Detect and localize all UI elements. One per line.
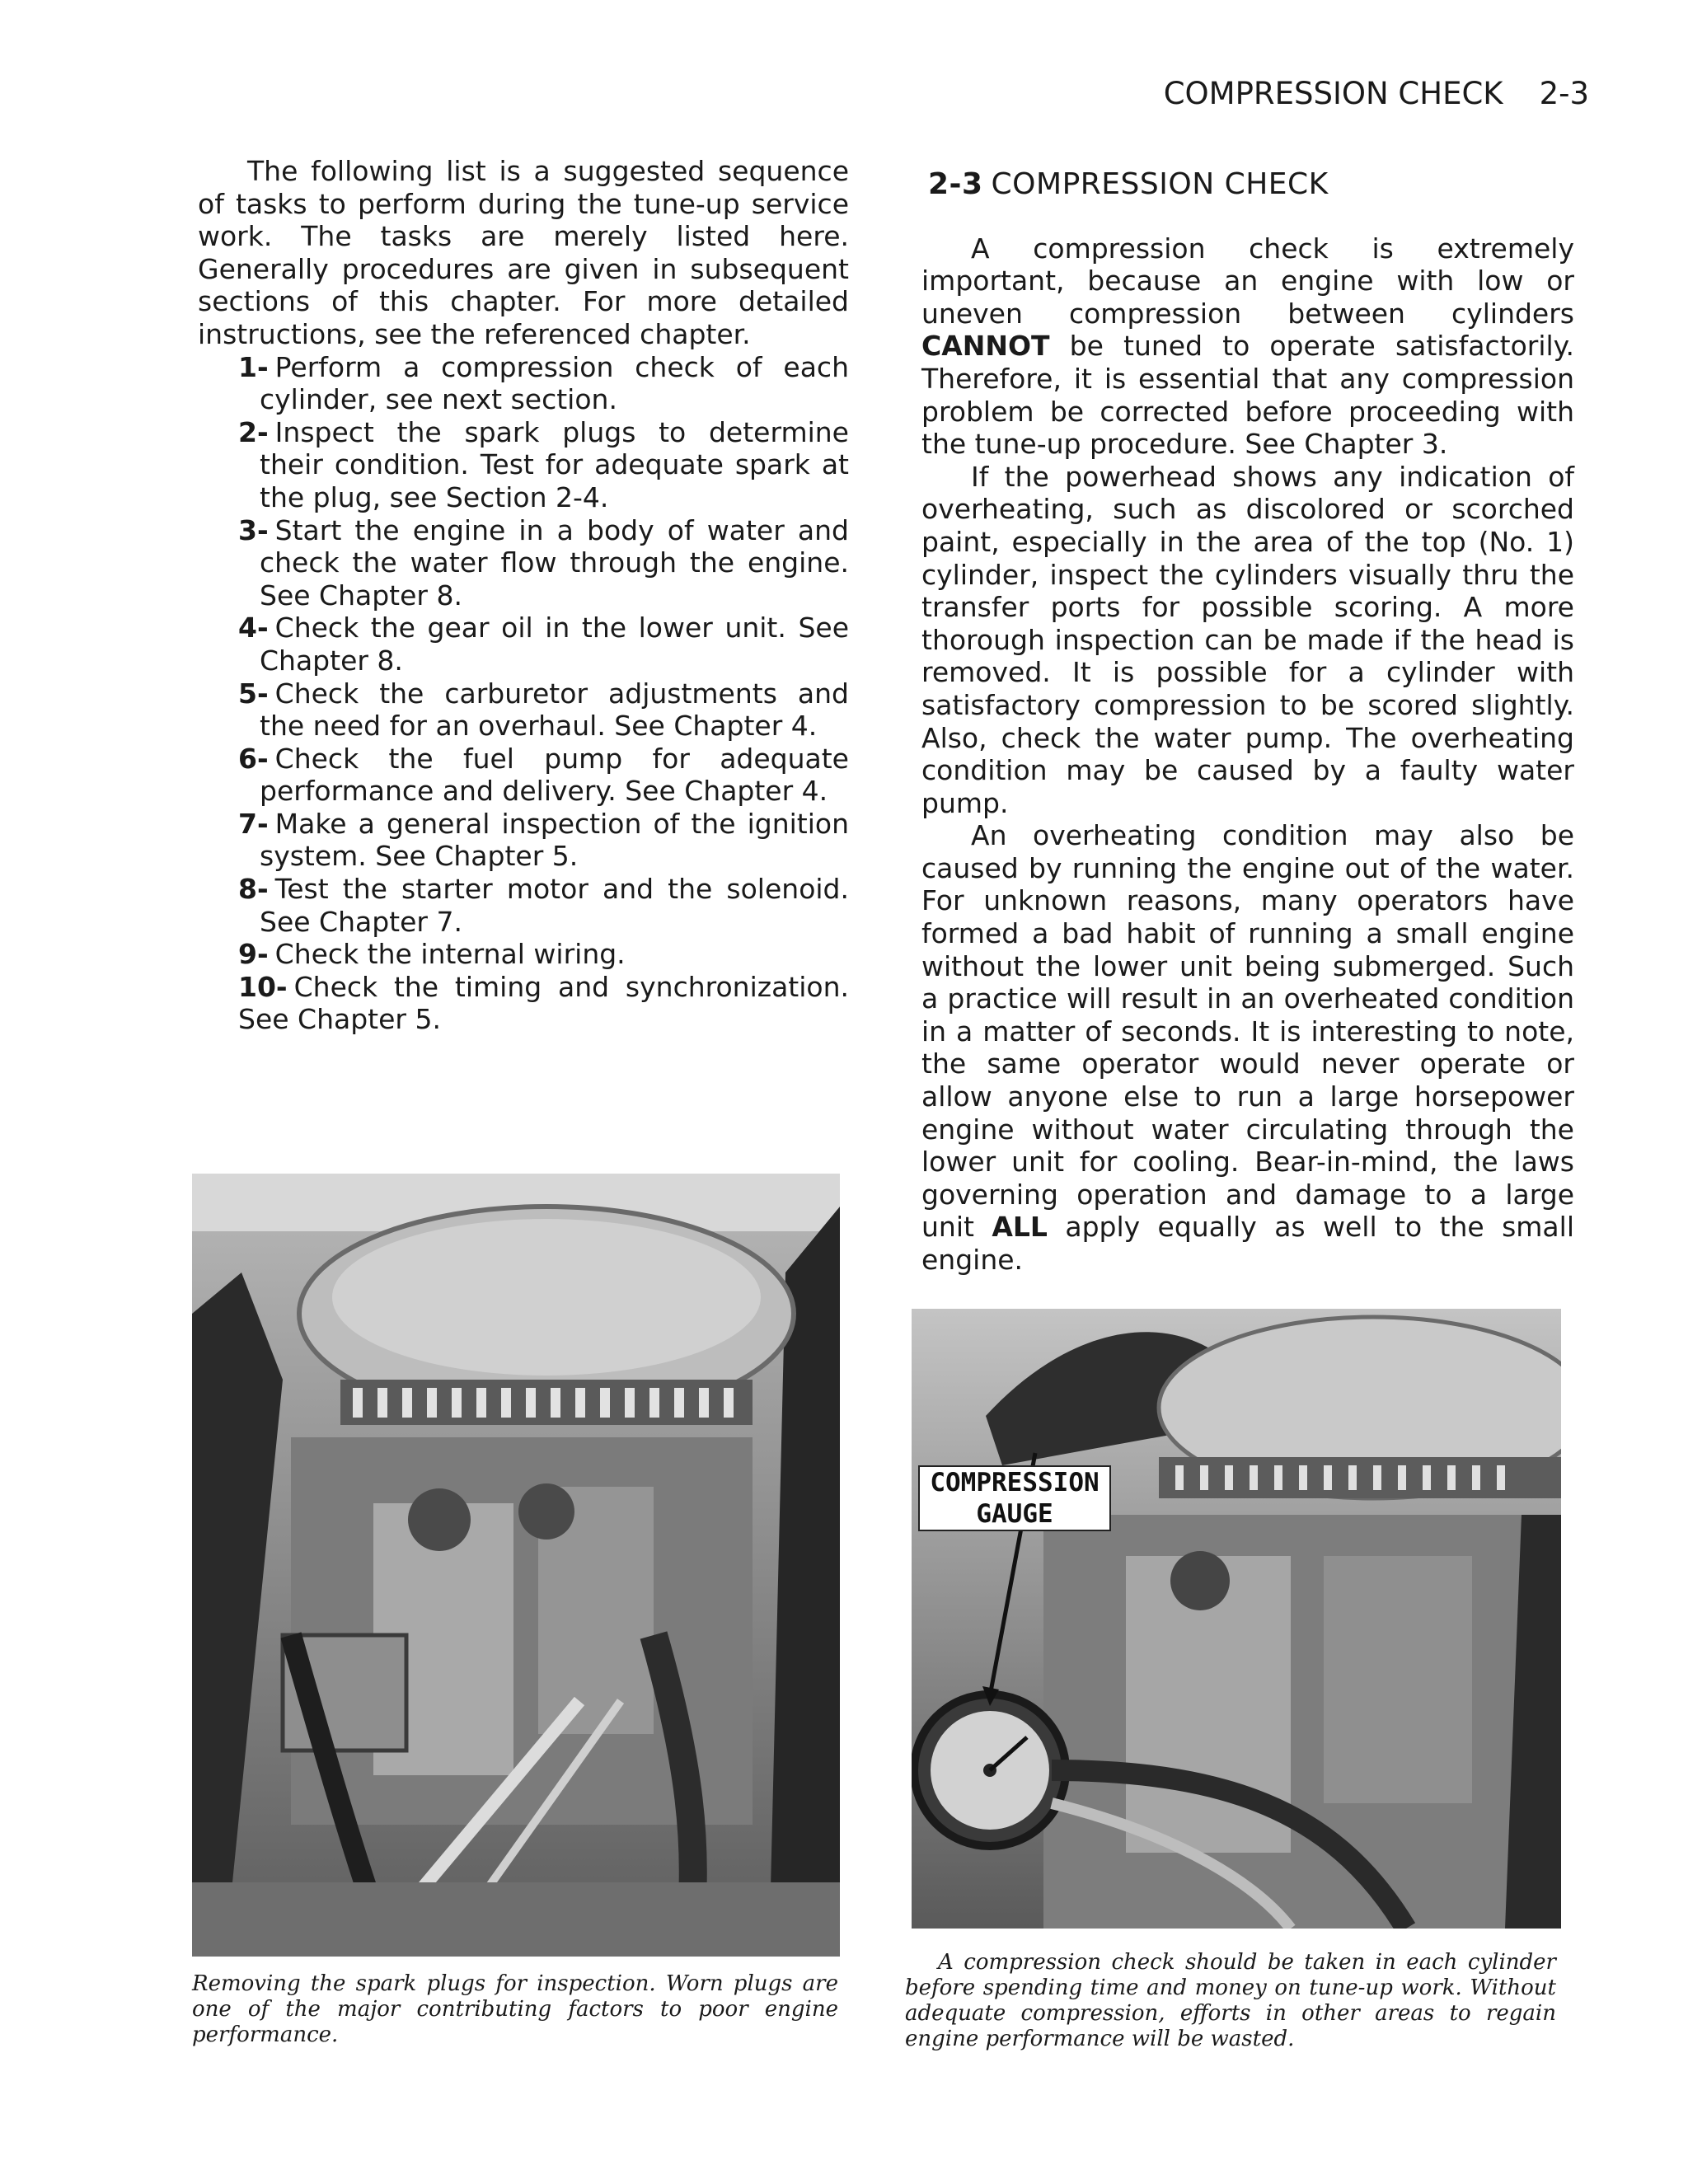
paragraph-text: be tuned to operate satisfactorily. Therefore, it is essential that any compression problem be corrected before proceeding with the tune-up procedure. See Chapter 3. xyxy=(921,330,1574,461)
section-number: 2-3 xyxy=(928,167,983,201)
task-number: 8- xyxy=(238,873,269,906)
task-text: Check the carburetor adjustments and the need for an overhaul. See Chapter 4. xyxy=(260,677,849,743)
list-item xyxy=(198,677,849,743)
list-item xyxy=(198,514,849,612)
task-number: 1- xyxy=(238,350,269,383)
emphasis-cannot: CANNOT xyxy=(921,330,1050,363)
figure-caption-left: Removing the spark plugs for inspection. Worn plugs are one of the major contributing factors to poor engine performance. xyxy=(192,1971,838,2047)
paragraph-overheating: If the powerhead shows any indication of overheating, such as discolored or scorched paint, especially in the area of the top (No. 1) cylinder, inspect the cylinders visually thru the transfer ports for possible scoring. A more thorough inspection can be made if the head is removed. It is possible for a cylinder with satisfactory compression to be scored slightly. Also, check the water pump. The overheating condition may be caused by a faulty water pump. xyxy=(921,460,1574,819)
task-list xyxy=(198,351,849,1036)
task-number: 7- xyxy=(238,807,269,840)
running-head xyxy=(1164,76,1589,111)
page-number: 2-3 xyxy=(1539,76,1589,111)
list-item xyxy=(198,938,849,971)
paragraph-text: A compression check is extremely important, because an engine with low or uneven compression between cylinders xyxy=(921,232,1574,330)
paragraph-running-out-of-water xyxy=(921,819,1574,1276)
task-text: Check the timing and synchronization. See Chapter 5. xyxy=(238,970,849,1036)
task-number: 5- xyxy=(238,677,269,710)
list-item xyxy=(198,971,849,1036)
task-number: 3- xyxy=(238,513,269,546)
compression-gauge-callout xyxy=(918,1465,1111,1531)
task-text: Make a general inspection of the ignition system. See Chapter 5. xyxy=(260,807,849,873)
task-text: Start the engine in a body of water and check the water flow through the engine. See Chapter 8. xyxy=(260,513,849,612)
running-head-title: COMPRESSION CHECK xyxy=(1163,76,1503,111)
task-text: Check the gear oil in the lower unit. See Chapter 8. xyxy=(260,612,849,677)
task-number: 4- xyxy=(238,612,269,644)
right-column xyxy=(921,155,1574,1277)
intro-paragraph: The following list is a suggested sequence of tasks to perform during the tune-up service work. The tasks are merely listed here. Generally procedures are given in subsequent sections of this chapter. For more detailed instructions, see the referenced chapter. xyxy=(198,155,849,350)
task-text: Check the internal wiring. xyxy=(274,938,626,971)
task-text: Test the starter motor and the solenoid. See Chapter 7. xyxy=(260,873,849,938)
gauge-illustration xyxy=(912,1309,1561,1929)
task-text: Perform a compression check of each cylinder, see next section. xyxy=(260,350,849,416)
list-item xyxy=(198,416,849,514)
task-number: 6- xyxy=(238,742,269,775)
section-heading xyxy=(928,168,1574,201)
task-number: 2- xyxy=(238,415,269,448)
paragraph-text: An overheating condition may also be caused by running the engine out of the water. For unknown reasons, many operators have formed a bad habit of running a small engine without the lower unit being submerged. Such a practice will result in an overheated condition in a matter of seconds. It is interesting to note, the same operator would never operate or allow anyone else to run a large horsepower engine without water circulating through the lower unit for cooling. Bear-in-mind, the laws governing operation and damage to a large unit xyxy=(921,819,1574,1244)
engine-photo-spark-plugs xyxy=(192,1174,840,1957)
list-item xyxy=(198,743,849,808)
paragraph-text: apply equally as well to the small engine. xyxy=(921,1211,1574,1276)
task-text: Check the fuel pump for adequate performance and delivery. See Chapter 4. xyxy=(260,742,849,808)
section-title: COMPRESSION CHECK xyxy=(991,167,1329,201)
paragraph-compression xyxy=(921,232,1574,461)
emphasis-all: ALL xyxy=(992,1211,1048,1244)
callout-line-2: GAUGE xyxy=(976,1499,1053,1529)
list-item xyxy=(198,612,849,677)
task-number: 9- xyxy=(238,938,269,971)
engine-illustration xyxy=(192,1174,840,1957)
list-item xyxy=(198,351,849,416)
list-item xyxy=(198,873,849,938)
engine-photo-compression-gauge xyxy=(912,1309,1561,1929)
left-column xyxy=(198,155,849,1036)
task-number: 10- xyxy=(238,970,288,1003)
task-text: Inspect the spark plugs to determine their condition. Test for adequate spark at the plug, see Section 2-4. xyxy=(260,415,849,513)
figure-caption-right: A compression check should be taken in each cylinder before spending time and money on tune-up work. Without adequate compression, efforts in other areas to regain engine performance will be wasted. xyxy=(905,1950,1556,2051)
callout-line-1: COMPRESSION xyxy=(930,1468,1100,1497)
list-item xyxy=(198,808,849,873)
